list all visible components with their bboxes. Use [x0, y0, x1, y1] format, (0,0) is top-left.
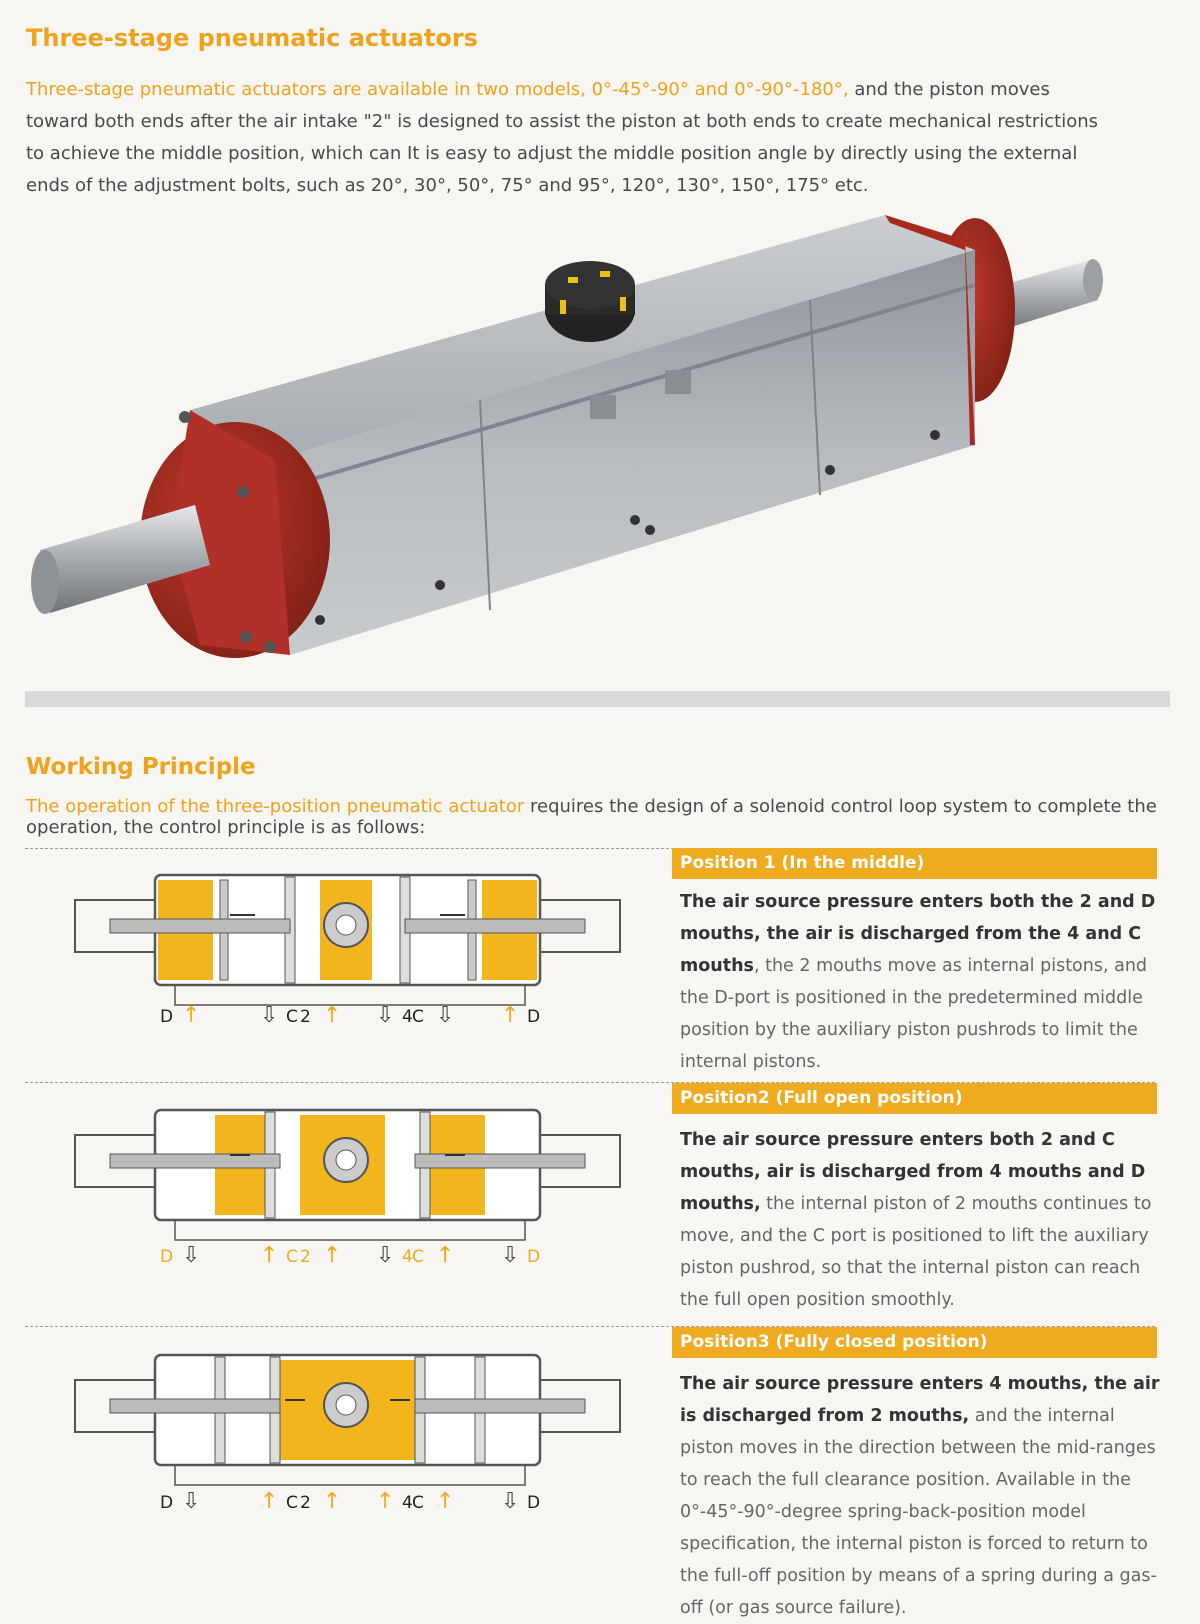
port-label: 4 — [402, 1007, 413, 1027]
port-label: 2 — [300, 1007, 311, 1027]
port-label: C — [412, 1493, 424, 1513]
position-3-header: Position3 (Fully closed position) — [672, 1327, 1157, 1358]
actuator-product-image — [20, 205, 1180, 675]
page-title: Three-stage pneumatic actuators — [26, 24, 478, 52]
port-labels-position-3 — [160, 1489, 541, 1519]
arrow-down-icon: ⇩ — [376, 1003, 395, 1028]
arrow-down-icon: ⇩ — [182, 1243, 201, 1268]
arrow-up-icon: ↑ — [323, 1489, 342, 1514]
port-label: 2 — [300, 1493, 311, 1513]
port-label: D — [160, 1007, 174, 1027]
wp-rest: requires the design of a solenoid control loop system to complete the operation, the control principle is as follows: — [26, 796, 1157, 838]
port-label: D — [160, 1493, 174, 1513]
working-principle-heading: Working Principle — [26, 754, 256, 780]
position-1-text: The air source pressure enters both the 2 and D mouths, the air is discharged from the 4 and C mouths, the 2 mouths move as internal pistons, and the D-port is positioned in the predetermined middle position by the auxiliary piston pushrods to limit the internal pistons. — [680, 892, 1156, 1072]
arrow-up-icon: ↑ — [436, 1243, 455, 1268]
intro-lead: Three-stage pneumatic actuators are available in two models, 0°-45°-90° and 0°-90°-180°, — [26, 79, 849, 100]
port-label: C — [412, 1007, 424, 1027]
arrow-up-icon: ↑ — [260, 1243, 279, 1268]
arrow-down-icon: ⇩ — [376, 1243, 395, 1268]
section-divider — [25, 691, 1170, 707]
intro-paragraph — [26, 74, 1106, 202]
arrow-up-icon: ↑ — [436, 1489, 455, 1514]
port-label: D — [527, 1247, 541, 1267]
arrow-down-icon: ⇩ — [260, 1003, 279, 1028]
port-label: C — [286, 1007, 298, 1027]
position-1-header: Position 1 (In the middle) — [672, 848, 1157, 879]
port-label: D — [160, 1247, 174, 1267]
arrow-down-icon: ⇩ — [501, 1489, 520, 1514]
intro-rest: and the piston moves toward both ends after the air intake "2" is designed to assist the piston at both ends to create mechanical restrictions to achieve the middle position, which can It is easy to adjust the middle position angle by directly using the external ends of the adjustment bolts, such as 20°, 30°, 50°, 75° and 95°, 120°, 130°, 150°, 175° etc. — [26, 79, 1099, 196]
arrow-up-icon: ↑ — [182, 1003, 201, 1028]
port-label: 2 — [300, 1247, 311, 1267]
arrow-down-icon: ⇩ — [436, 1003, 455, 1028]
port-label: 4 — [402, 1493, 413, 1513]
port-label: C — [286, 1493, 298, 1513]
arrow-up-icon: ↑ — [501, 1003, 520, 1028]
port-labels-position-1 — [160, 1003, 541, 1033]
working-principle-intro — [26, 796, 1166, 838]
port-label: C — [286, 1247, 298, 1267]
arrow-up-icon: ↑ — [323, 1003, 342, 1028]
arrow-up-icon: ↑ — [376, 1489, 395, 1514]
port-labels-position-2 — [160, 1243, 541, 1273]
wp-lead: The operation of the three-position pneumatic actuator — [26, 796, 525, 817]
port-label: 4 — [402, 1247, 413, 1267]
position-2-text: The air source pressure enters both 2 and C mouths, air is discharged from 4 mouths and D mouths, the internal piston of 2 mouths continues to move, and the C port is positioned to lift the auxiliary piston pushrod, so that the internal piston can reach the full open position smoothly. — [680, 1130, 1152, 1310]
arrow-up-icon: ↑ — [260, 1489, 279, 1514]
position-2-header: Position2 (Full open position) — [672, 1083, 1157, 1114]
port-label: D — [527, 1007, 541, 1027]
position-3-text: The air source pressure enters 4 mouths, the air is discharged from 2 mouths, and the internal piston moves in the direction between the mid-ranges to reach the full clearance position. Available in the 0°-45°-90°-degree spring-back-position model specification, the internal piston is forced to return to the full-off position by means of a spring during a gas-off (or gas source failure). — [680, 1374, 1160, 1618]
arrow-down-icon: ⇩ — [501, 1243, 520, 1268]
port-label: C — [412, 1247, 424, 1267]
arrow-up-icon: ↑ — [323, 1243, 342, 1268]
port-label: D — [527, 1493, 541, 1513]
arrow-down-icon: ⇩ — [182, 1489, 201, 1514]
